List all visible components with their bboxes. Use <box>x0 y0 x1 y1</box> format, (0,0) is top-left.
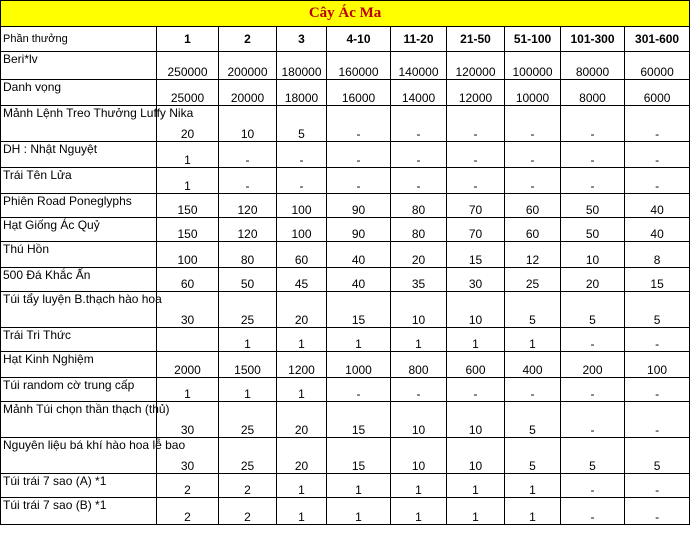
reward-amount: 1 <box>157 378 219 402</box>
reward-amount: - <box>391 378 447 402</box>
reward-amount: 5 <box>561 292 625 328</box>
reward-amount: 10 <box>447 292 505 328</box>
reward-amount: 1200 <box>277 352 327 378</box>
reward-name: Túi trái 7 sao (A) *1 <box>1 474 157 498</box>
reward-amount: 40 <box>625 194 690 218</box>
reward-amount: - <box>327 168 391 194</box>
reward-name: 500 Đá Khắc Ấn <box>1 268 157 292</box>
rank-header: 51-100 <box>505 27 561 52</box>
reward-amount: 18000 <box>277 80 327 106</box>
reward-amount: 1 <box>277 328 327 352</box>
reward-amount: 5 <box>505 292 561 328</box>
reward-amount: 120 <box>219 218 277 242</box>
reward-amount: 1 <box>447 328 505 352</box>
reward-amount: 12000 <box>447 80 505 106</box>
reward-amount: - <box>561 168 625 194</box>
table-row <box>1 142 690 168</box>
reward-amount: 90 <box>327 218 391 242</box>
table-row <box>1 378 690 402</box>
reward-amount: - <box>625 168 690 194</box>
reward-amount: - <box>505 378 561 402</box>
reward-amount: 5 <box>505 402 561 438</box>
reward-amount: 2 <box>157 474 219 498</box>
reward-amount: 25000 <box>157 80 219 106</box>
reward-amount: 20 <box>277 438 327 474</box>
reward-name: DH : Nhật Nguyệt <box>1 142 157 168</box>
reward-amount: 30 <box>157 402 219 438</box>
reward-amount: 2 <box>157 498 219 525</box>
reward-amount: 1 <box>157 168 219 194</box>
reward-amount: 1 <box>505 328 561 352</box>
reward-amount: 20 <box>391 242 447 268</box>
reward-amount: 5 <box>561 438 625 474</box>
reward-amount: - <box>505 142 561 168</box>
table-row <box>1 52 690 80</box>
reward-amount: 80 <box>219 242 277 268</box>
reward-amount: 60 <box>157 268 219 292</box>
reward-amount: 1 <box>505 498 561 525</box>
reward-amount: 90 <box>327 194 391 218</box>
table-row <box>1 80 690 106</box>
reward-amount: 1 <box>447 474 505 498</box>
reward-amount: 30 <box>157 292 219 328</box>
reward-amount: 150 <box>157 194 219 218</box>
reward-amount: 100000 <box>505 52 561 80</box>
reward-name: Nguyên liệu bá khí hào hoa lễ bao <box>1 438 157 474</box>
reward-amount: 60 <box>277 242 327 268</box>
reward-amount: - <box>561 402 625 438</box>
reward-amount: 1 <box>391 498 447 525</box>
reward-name: Hạt Giống Ác Quỷ <box>1 218 157 242</box>
reward-amount: - <box>561 498 625 525</box>
table-row <box>1 268 690 292</box>
reward-amount: 180000 <box>277 52 327 80</box>
reward-amount: 100 <box>277 194 327 218</box>
reward-amount: 140000 <box>391 52 447 80</box>
reward-rows <box>1 52 690 525</box>
reward-amount: 80 <box>391 194 447 218</box>
reward-amount: 5 <box>625 438 690 474</box>
reward-amount: 100 <box>277 218 327 242</box>
reward-amount: 15 <box>327 292 391 328</box>
table-row <box>1 402 690 438</box>
reward-amount: - <box>561 328 625 352</box>
reward-amount: 1 <box>157 142 219 168</box>
rank-header: 301-600 <box>625 27 690 52</box>
reward-amount: 600 <box>447 352 505 378</box>
reward-amount: 8000 <box>561 80 625 106</box>
reward-amount: - <box>447 168 505 194</box>
reward-amount: 1 <box>391 328 447 352</box>
reward-amount: 1500 <box>219 352 277 378</box>
reward-amount: 60 <box>505 194 561 218</box>
rank-header: 1 <box>157 27 219 52</box>
reward-amount: 30 <box>157 438 219 474</box>
reward-amount: 5 <box>505 438 561 474</box>
reward-amount: 45 <box>277 268 327 292</box>
reward-amount: 40 <box>625 218 690 242</box>
reward-amount: 80 <box>391 218 447 242</box>
reward-amount: 120000 <box>447 52 505 80</box>
reward-amount: 1 <box>277 474 327 498</box>
reward-amount: 150 <box>157 218 219 242</box>
reward-amount: - <box>327 106 391 142</box>
reward-amount: 25 <box>219 292 277 328</box>
reward-amount: 10 <box>391 438 447 474</box>
reward-amount: 12 <box>505 242 561 268</box>
reward-amount: - <box>625 142 690 168</box>
rank-header: 11-20 <box>391 27 447 52</box>
reward-amount: - <box>447 142 505 168</box>
reward-amount <box>157 328 219 352</box>
reward-amount: 250000 <box>157 52 219 80</box>
table-title: Cây Ác Ma <box>1 1 690 27</box>
reward-amount: 25 <box>505 268 561 292</box>
reward-amount: 800 <box>391 352 447 378</box>
table-row <box>1 194 690 218</box>
table-row <box>1 498 690 525</box>
reward-amount: 16000 <box>327 80 391 106</box>
reward-amount: - <box>561 106 625 142</box>
table-row <box>1 242 690 268</box>
reward-name: Túi trái 7 sao (B) *1 <box>1 498 157 525</box>
reward-amount: 2000 <box>157 352 219 378</box>
table-row <box>1 474 690 498</box>
reward-amount: 10000 <box>505 80 561 106</box>
table-row <box>1 438 690 474</box>
reward-amount: - <box>625 378 690 402</box>
reward-amount: 15 <box>447 242 505 268</box>
reward-amount: 40 <box>327 242 391 268</box>
reward-amount: 10 <box>447 402 505 438</box>
reward-amount: 50 <box>219 268 277 292</box>
reward-amount: 1 <box>327 498 391 525</box>
reward-amount: 2 <box>219 474 277 498</box>
reward-amount: 1 <box>277 498 327 525</box>
reward-amount: 1 <box>327 328 391 352</box>
reward-amount: - <box>219 168 277 194</box>
reward-amount: 60 <box>505 218 561 242</box>
reward-amount: 1 <box>391 474 447 498</box>
reward-name: Danh vọng <box>1 80 157 106</box>
reward-amount: - <box>561 378 625 402</box>
reward-amount: 2 <box>219 498 277 525</box>
reward-amount: - <box>219 142 277 168</box>
reward-amount: 120 <box>219 194 277 218</box>
reward-amount: - <box>391 168 447 194</box>
reward-amount: 5 <box>277 106 327 142</box>
reward-amount: 70 <box>447 194 505 218</box>
reward-name: Mảnh Lệnh Treo Thưởng Luffy Nika <box>1 106 157 142</box>
reward-amount: - <box>561 142 625 168</box>
reward-amount: 10 <box>391 292 447 328</box>
table-row <box>1 352 690 378</box>
reward-amount: - <box>327 142 391 168</box>
reward-amount: - <box>447 378 505 402</box>
table-row <box>1 106 690 142</box>
reward-amount: 20000 <box>219 80 277 106</box>
reward-amount: - <box>505 106 561 142</box>
reward-amount: 40 <box>327 268 391 292</box>
reward-amount: 1 <box>505 474 561 498</box>
title-row <box>1 1 690 27</box>
reward-amount: 20 <box>561 268 625 292</box>
reward-amount: 1 <box>219 378 277 402</box>
header-row <box>1 27 690 52</box>
reward-amount: 1 <box>447 498 505 525</box>
table-row <box>1 328 690 352</box>
rank-header: 4-10 <box>327 27 391 52</box>
reward-amount: 200 <box>561 352 625 378</box>
rank-header: 101-300 <box>561 27 625 52</box>
reward-amount: 15 <box>625 268 690 292</box>
reward-amount: 8 <box>625 242 690 268</box>
reward-amount: - <box>327 378 391 402</box>
reward-amount: 25 <box>219 402 277 438</box>
rank-header: 2 <box>219 27 277 52</box>
table-row <box>1 218 690 242</box>
reward-name: Thú Hồn <box>1 242 157 268</box>
reward-amount: - <box>277 168 327 194</box>
reward-amount: - <box>561 474 625 498</box>
reward-amount: - <box>625 498 690 525</box>
reward-amount: - <box>505 168 561 194</box>
reward-amount: 1000 <box>327 352 391 378</box>
reward-amount: 200000 <box>219 52 277 80</box>
reward-amount: 50 <box>561 194 625 218</box>
reward-amount: 5 <box>625 292 690 328</box>
reward-name: Mảnh Túi chọn thần thạch (thủ) <box>1 402 157 438</box>
reward-amount: 35 <box>391 268 447 292</box>
reward-amount: 30 <box>447 268 505 292</box>
reward-name: Trái Tên Lửa <box>1 168 157 194</box>
reward-amount: 20 <box>157 106 219 142</box>
reward-amount: 80000 <box>561 52 625 80</box>
reward-amount: 400 <box>505 352 561 378</box>
reward-amount: 10 <box>447 438 505 474</box>
reward-amount: 15 <box>327 402 391 438</box>
reward-amount: 1 <box>219 328 277 352</box>
reward-amount: 14000 <box>391 80 447 106</box>
reward-amount: 10 <box>561 242 625 268</box>
rank-header: 3 <box>277 27 327 52</box>
reward-amount: - <box>625 474 690 498</box>
reward-name: Phiên Road Poneglyphs <box>1 194 157 218</box>
reward-amount: 50 <box>561 218 625 242</box>
reward-amount: - <box>391 142 447 168</box>
reward-amount: 6000 <box>625 80 690 106</box>
reward-name: Hạt Kinh Nghiệm <box>1 352 157 378</box>
reward-amount: - <box>625 402 690 438</box>
reward-name: Beri*lv <box>1 52 157 80</box>
reward-name: Túi tẩy luyện B.thạch hào hoa <box>1 292 157 328</box>
reward-amount: 1 <box>327 474 391 498</box>
table-row <box>1 168 690 194</box>
reward-amount: 10 <box>219 106 277 142</box>
reward-name: Túi random cờ trung cấp <box>1 378 157 402</box>
reward-amount: 70 <box>447 218 505 242</box>
reward-name: Trái Tri Thức <box>1 328 157 352</box>
reward-amount: 160000 <box>327 52 391 80</box>
reward-amount: 100 <box>625 352 690 378</box>
reward-amount: - <box>625 328 690 352</box>
rank-header: 21-50 <box>447 27 505 52</box>
reward-amount: - <box>625 106 690 142</box>
reward-amount: 15 <box>327 438 391 474</box>
table-row <box>1 292 690 328</box>
reward-amount: 20 <box>277 402 327 438</box>
reward-amount: 100 <box>157 242 219 268</box>
reward-amount: 20 <box>277 292 327 328</box>
reward-amount: 60000 <box>625 52 690 80</box>
header-label: Phần thưởng <box>1 27 157 52</box>
reward-amount: 25 <box>219 438 277 474</box>
reward-amount: - <box>391 106 447 142</box>
reward-amount: - <box>447 106 505 142</box>
reward-amount: 1 <box>277 378 327 402</box>
reward-amount: - <box>277 142 327 168</box>
reward-amount: 10 <box>391 402 447 438</box>
